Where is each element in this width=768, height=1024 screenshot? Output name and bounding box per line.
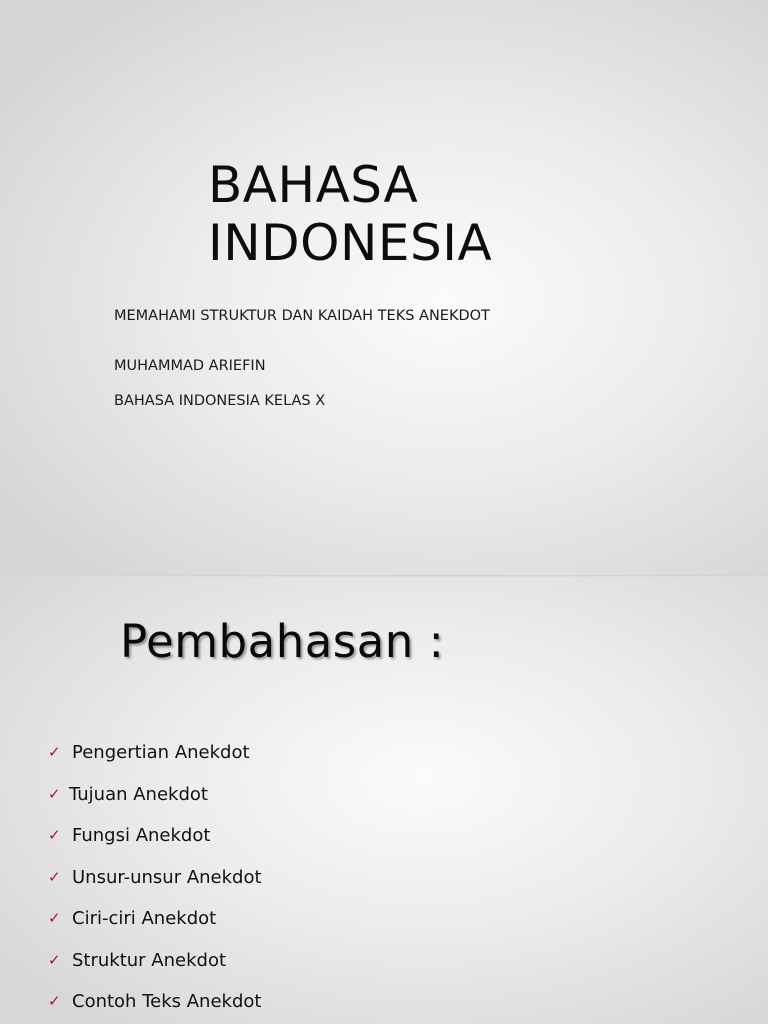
checkmark-icon: ✓ xyxy=(48,867,61,886)
checkmark-icon: ✓ xyxy=(48,992,61,1010)
list-item-label: Struktur Anekdot xyxy=(72,949,227,971)
list-item-label: Contoh Teks Anekdot xyxy=(72,991,262,1012)
list-item-label: Pengertian Anekdot xyxy=(72,742,250,763)
list-item-label: Fungsi Anekdot xyxy=(72,825,211,846)
checkmark-icon: ✓ xyxy=(48,909,61,927)
checkmark-icon: ✓ xyxy=(48,784,61,803)
list-item-label: Unsur-unsur Anekdot xyxy=(72,866,262,888)
author-name: MUHAMMAD ARIEFIN xyxy=(114,358,266,374)
topic-list xyxy=(48,741,262,1024)
list-item-label: Tujuan Anekdot xyxy=(69,783,208,805)
list-item-label: Ciri-ciri Anekdot xyxy=(72,908,217,929)
list-item xyxy=(48,866,262,908)
list-item xyxy=(48,824,262,866)
slide-title xyxy=(208,156,492,272)
topics-heading: Pembahasan : xyxy=(120,615,445,668)
list-item xyxy=(48,783,262,825)
list-item xyxy=(48,907,262,949)
list-item xyxy=(48,949,262,991)
course-name: BAHASA INDONESIA KELAS X xyxy=(114,393,326,409)
topics-slide xyxy=(0,577,768,1024)
list-item xyxy=(48,990,262,1024)
checkmark-icon: ✓ xyxy=(48,826,61,844)
checkmark-icon: ✓ xyxy=(48,743,61,761)
slide-title-line: BAHASA xyxy=(208,156,419,214)
checkmark-icon: ✓ xyxy=(48,950,61,969)
slide-subtitle: MEMAHAMI STRUKTUR DAN KAIDAH TEKS ANEKDOT xyxy=(114,308,490,324)
slide-title-line: INDONESIA xyxy=(208,214,493,272)
list-item xyxy=(48,741,262,783)
